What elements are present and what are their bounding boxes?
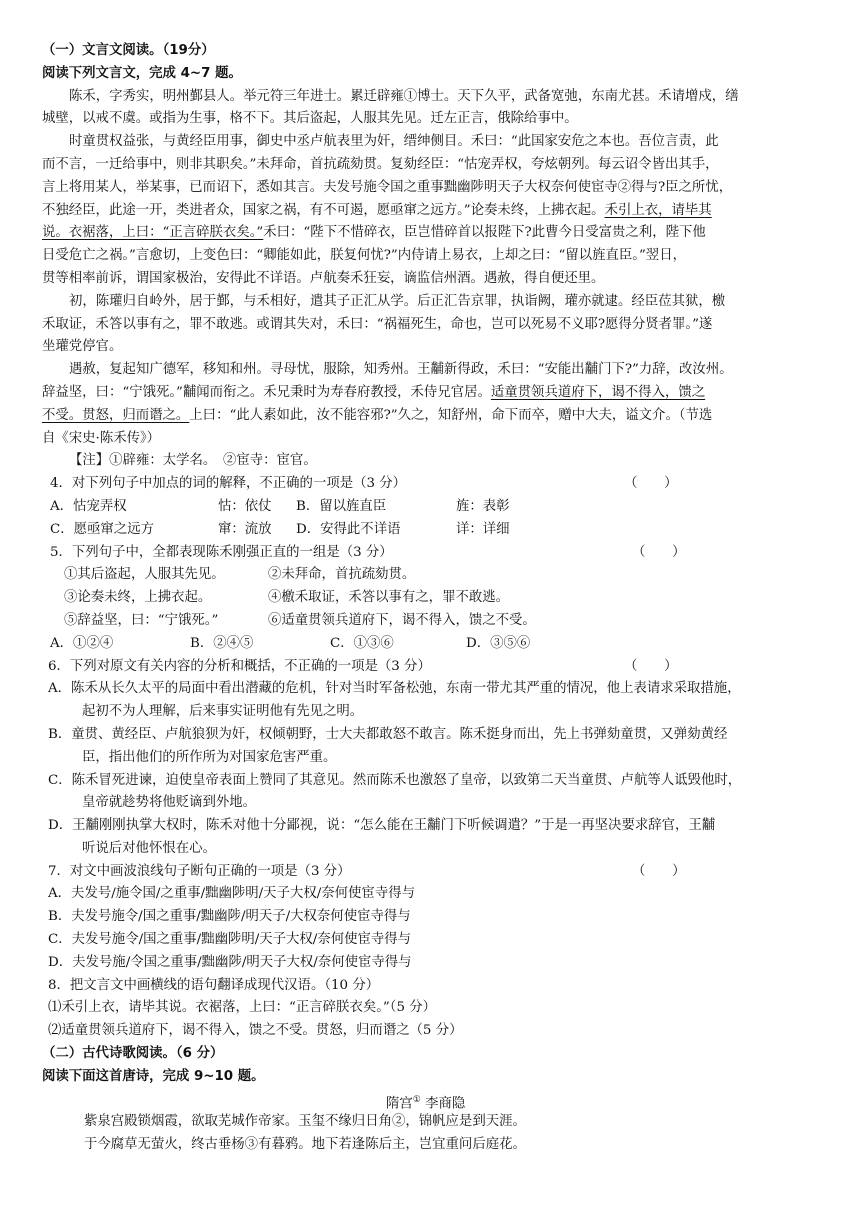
- underlined-sentence: 适童贯领兵道府下，谒不得入，馈之: [490, 384, 706, 400]
- option-d: D．王黼刚刚执掌大权时，陈禾对他十分鄙视，说：“怎么能在王黼门下听候调遣？”于是一再坚决要求辞官，王黼: [48, 818, 716, 834]
- option-c-gloss: 窜：流放: [218, 521, 272, 537]
- option-b: B．童贯、黄经臣、卢航狼狈为奸，权倾朝野，士大夫都敢怒不敢言。陈禾挺身而出，先上书弹劾童贯，又弹劾黄经: [48, 726, 728, 742]
- question-stem: 8．把文言文中画横线的语句翻译成现代汉语。（10 分）: [48, 977, 380, 993]
- question-7: [42, 861, 822, 975]
- underlined-sentence: 说。衣裾落，上曰：“正言碎朕衣矣。”: [42, 225, 264, 241]
- passage-line: 说。衣裾落，上曰：“正言碎朕衣矣。”禾曰：“陛下不惜碎衣，臣岂惜碎首以报陛下?此曹今日受富贵之利，陛下他: [42, 225, 706, 241]
- answer-bracket[interactable]: （ ）: [632, 544, 686, 560]
- poem-line: 于今腐草无萤火，终古垂杨③有暮鸦。地下若逢陈后主，岂宜重问后庭花。: [84, 1137, 526, 1153]
- sentence-6: ⑥适童贯领兵道府下，谒不得入，馈之不受。: [268, 612, 536, 628]
- passage-line: 言上将用某人，举某事，已而诏下，悉如其言。夫发号施令国之重事黜幽陟明天子大权奈何使宦寺②得与?臣之所忧，: [42, 179, 733, 195]
- option-b: B．②④⑤: [190, 635, 254, 651]
- passage-line: 禾取证，禾答以事有之，罪不敢逃。或谓其失对，禾曰：“祸福死生，命也，岂可以死易不义耶?愿得分贤者罪。”遂: [42, 316, 713, 332]
- option-a: A．怙宠弄权: [50, 498, 127, 514]
- option-a-gloss: 怙：依仗: [218, 498, 272, 514]
- passage-line: 时童贯权益张，与黄经臣用事，御史中丞卢航表里为奸，缙绅侧目。禾曰：“此国家安危之本也。吾位言责，此: [69, 134, 719, 150]
- passage-line: 而不言，一迁给事中，则非其职矣。”未拜命，首抗疏劾贯。复劾经臣：“怙宠弄权，夸炫朝列。每云诏令皆出其手，: [42, 156, 719, 172]
- answer-bracket[interactable]: （ ）: [624, 658, 678, 674]
- option-a: A．①②④: [50, 635, 114, 651]
- passage-line: 日受危亡之祸。”言愈切，上变色曰：“卿能如此，朕复何忧?”内侍请上易衣，上却之曰：“留以旌直臣。”翌日，: [42, 248, 686, 264]
- answer-bracket[interactable]: （ ）: [624, 476, 678, 492]
- option-b: B．留以旌直臣: [296, 498, 387, 514]
- option-a: A．夫发号/施令国/之重事/黜幽陟明/天子大权/奈何使宦寺得与: [48, 886, 415, 902]
- classical-passage: [42, 86, 822, 474]
- option-b-gloss: 旌：表彰: [456, 498, 510, 514]
- option-c: C．陈禾冒死进谏，迫使皇帝表面上赞同了其意见。然而陈禾也激怒了皇帝，以致第二天当童贯、卢航等人诋毁他时，: [48, 772, 742, 788]
- question-4: [42, 473, 822, 541]
- passage-line: 城壁，以戒不虞。或指为生事，格不下。其后盗起，人服其先见。迁左正言，俄除给事中。: [42, 111, 578, 127]
- option-d: D．③⑤⑥: [466, 635, 531, 651]
- option-d-gloss: 详：详细: [456, 521, 510, 537]
- question-stem: 5．下列句子中，全都表现陈禾刚强正直的一组是（3 分）: [50, 544, 393, 560]
- question-8: [42, 975, 822, 1043]
- question-stem: 6．下列对原文有关内容的分析和概括，不正确的一项是（3 分）: [48, 658, 431, 674]
- question-6: [42, 656, 822, 861]
- option-a-cont: 起初不为人理解，后来事实证明他有先见之明。: [82, 704, 364, 720]
- passage-line: 辞益坚，曰：“宁饿死。”黼闻而衔之。禾兄秉时为寿春府教授，禾侍兄官居。适童贯领兵道府下，谒不得入，馈之: [42, 384, 706, 400]
- section2-intro: 阅读下面这首唐诗，完成 9~10 题。: [42, 1068, 265, 1084]
- sentence-2: ②未拜命，首抗疏劾贯。: [268, 567, 416, 583]
- question-5: [42, 542, 822, 656]
- exam-page: [42, 40, 822, 1157]
- passage-line: 初，陈瓘归自岭外，居于鄞，与禾相好，遣其子正汇从学。后正汇告京罪，执诣阙，瓘亦就逮。经臣莅其狱，檄: [69, 293, 726, 309]
- passage-note: 【注】①辟雍：太学名。 ②宦寺：宦官。: [69, 453, 317, 469]
- passage-line: 贯等相率前诉，谓国家极治，安得此不详语。卢航奏禾狂妄，谪监信州酒。遇赦，得自便还里。: [42, 270, 605, 286]
- option-c: C．①③⑥: [330, 635, 394, 651]
- option-d-cont: 听说后对他怀恨在心。: [82, 840, 216, 856]
- poem-title: 隋宫: [386, 1096, 413, 1112]
- option-a: A．陈禾从长久太平的局面中看出潜藏的危机，针对当时军备松弛，东南一带尤其严重的情况，他上表请求采取措施，: [48, 681, 741, 697]
- option-d: D．安得此不详语: [296, 521, 401, 537]
- poem-title-line: [42, 1089, 822, 1112]
- option-b: B．夫发号施令/国之重事/黜幽陟/明天子/大权奈何使宦寺得与: [48, 909, 411, 925]
- option-c-cont: 皇帝就趁势将他贬谪到外地。: [82, 795, 257, 811]
- passage-line: 陈禾，字秀实，明州鄞县人。举元符三年进士。累迁辟雍①博士。天下久平，武备宽弛，东南尤甚。禾请增戍，缮: [69, 88, 739, 104]
- option-c: C．夫发号施令/国之重事/黜幽陟明/天子大权/奈何使宦寺得与: [48, 932, 412, 948]
- poem: [42, 1089, 822, 1157]
- question-stem: 4．对下列句子中加点的词的解释，不正确的一项是（3 分）: [50, 476, 407, 492]
- passage-line: 不独经臣，此途一开，类进者众，国家之祸，有不可遏，愿亟窜之远方。”论奏未终，上拂衣起。禾引上衣，请毕其: [42, 202, 712, 218]
- passage-line: 不受。贯怒，归而谮之。上曰：“此人素如此，汝不能容邪?”久之，知舒州，命下而卒，赠中大夫，谥文介。（节选: [42, 407, 713, 423]
- poem-title-note: ①: [412, 1094, 421, 1105]
- passage-line: 坐瓘党停官。: [42, 339, 123, 355]
- option-b-cont: 臣，指出他们的所作所为对国家危害严重。: [82, 749, 337, 765]
- option-d: D．夫发号施/令国之重事/黜幽陟/明天子大权/奈何使宦寺得与: [48, 954, 412, 970]
- translation-item-2: ⑵适童贯领兵道府下，谒不得入，馈之不受。贯怒，归而谮之（5 分）: [48, 1023, 463, 1039]
- sentence-5: ⑤辞益坚，曰：“宁饿死。”: [64, 612, 219, 628]
- section1-heading: （一）文言文阅读。（19分）: [42, 43, 215, 58]
- underlined-sentence: 禾引上衣，请毕其: [604, 202, 712, 218]
- underlined-sentence: 不受。贯怒，归而谮之。: [42, 407, 190, 423]
- answer-bracket[interactable]: （ ）: [632, 863, 686, 879]
- sentence-1: ①其后盗起，人服其先见。: [64, 567, 225, 583]
- passage-line: 自《宋史·陈禾传》）: [42, 430, 161, 446]
- option-c: C．愿亟窜之远方: [50, 521, 154, 537]
- section2-heading: （二）古代诗歌阅读。（6 分）: [42, 1046, 224, 1062]
- question-stem: 7．对文中画波浪线句子断句正确的一项是（3 分）: [48, 863, 351, 879]
- translation-item-1: ⑴禾引上衣，请毕其说。衣裾落，上曰：“正言碎朕衣矣。”（5 分）: [48, 1000, 437, 1016]
- sentence-4: ④檄禾取证，禾答以事有之，罪不敢逃。: [268, 590, 510, 606]
- poem-line: 紫泉宫殿锁烟霞，欲取芜城作帝家。玉玺不缘归日角②，锦帆应是到天涯。: [84, 1114, 526, 1130]
- sentence-3: ③论奏未终，上拂衣起。: [64, 590, 212, 606]
- passage-line: 遇赦，复起知广德军，移知和州。寻母忧，服除，知秀州。王黼新得政，禾曰：“安能出黼门下?”力辞，改汝州。: [69, 362, 733, 378]
- section1-intro: 阅读下列文言文，完成 4~7 题。: [42, 65, 242, 81]
- poem-author: 李商隐: [425, 1096, 466, 1112]
